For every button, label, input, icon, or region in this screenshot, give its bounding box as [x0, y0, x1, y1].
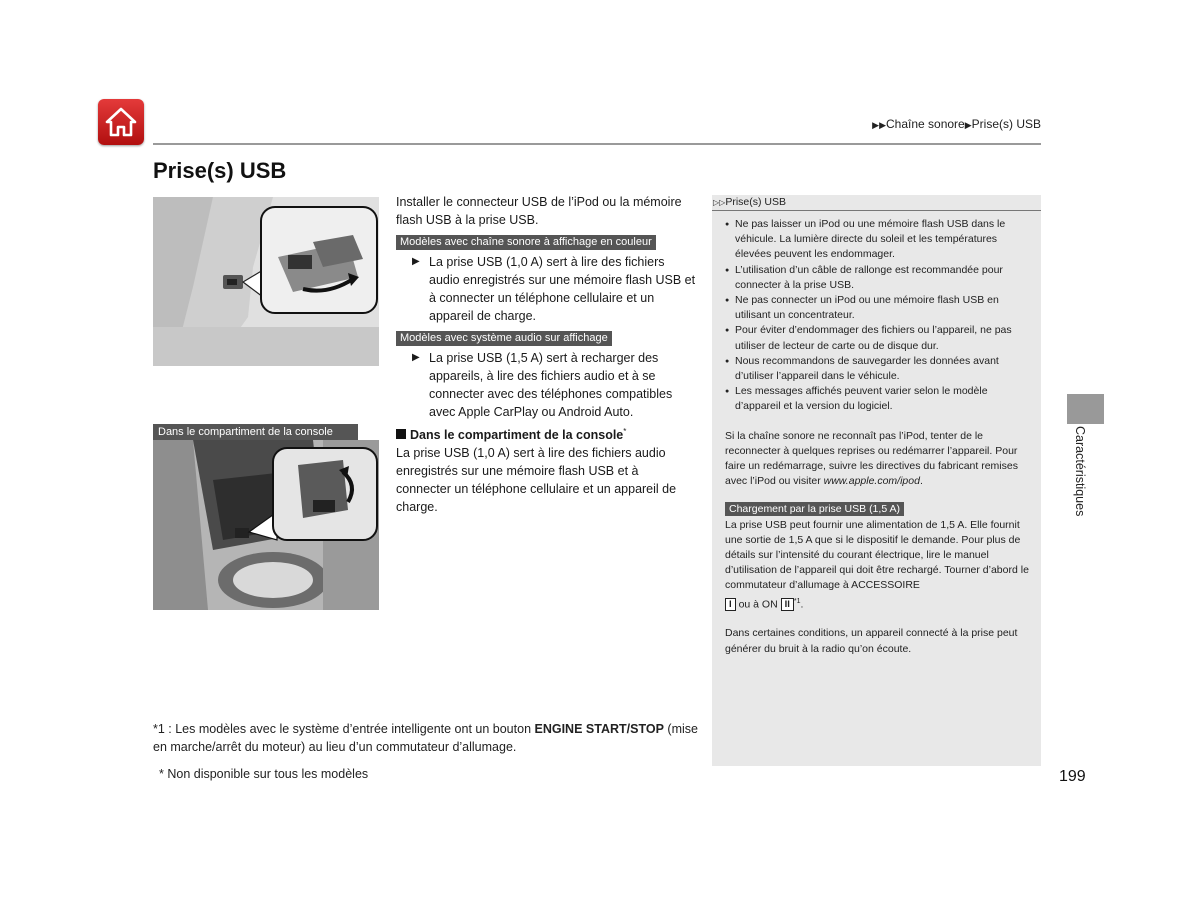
breadcrumb — [872, 117, 1041, 131]
on-key-icon: II — [781, 598, 794, 611]
figure-caption: Dans le compartiment de la console — [153, 424, 358, 440]
model-tag-color-audio: Modèles avec chaîne sonore à affichage en couleur — [396, 235, 656, 250]
notes-panel — [712, 195, 1041, 766]
cross-reference-icon: ▷▷ — [713, 198, 726, 207]
usb-1a-description — [396, 253, 696, 325]
sentence-end: . — [800, 598, 804, 611]
square-bullet-icon — [396, 429, 406, 439]
breadcrumb-link-audio[interactable]: Chaîne sonore — [886, 117, 965, 131]
noise-note: Dans certaines conditions, un appareil connecté à la prise peut générer du bruit à la radio qu’on écoute. — [725, 627, 1018, 655]
breadcrumb-current: Prise(s) USB — [971, 117, 1041, 131]
note-item: ● L’utilisation d’un câble de rallonge est recommandée pour connecter à la prise USB. — [725, 263, 1030, 293]
page-title: Prise(s) USB — [153, 158, 287, 183]
breadcrumb-arrow-icon: ▶▶ — [872, 120, 886, 130]
breadcrumb-arrow-icon: ▶ — [964, 120, 972, 130]
intro-text: Installer le connecteur USB de l’iPod ou la mémoire flash USB à la prise USB. — [396, 195, 682, 227]
footnote-ref: *1 — [793, 597, 801, 605]
section-tab[interactable] — [1067, 394, 1104, 424]
usb-15a-text: La prise USB (1,5 A) sert à recharger des appareils, à lire des fichiers audio et à se connecter avec des téléphones compatibles avec Apple CarPlay ou Android Auto. — [429, 351, 673, 419]
charging-tag: Chargement par la prise USB (1,5 A) — [725, 502, 904, 516]
note-item: ● Ne pas laisser un iPod ou une mémoire flash USB dans le véhicule. La lumière directe du soleil et les températures élevées peuvent les endommager. — [725, 217, 1030, 263]
availability-note: * Non disponible sur tous les modèles — [159, 767, 369, 781]
apple-link[interactable]: www.apple.com/ipod — [823, 475, 920, 488]
console-usb-photo — [153, 440, 379, 610]
page-number: 199 — [1059, 768, 1086, 785]
note-item: ● Pour éviter d’endommager des fichiers ou l’appareil, ne pas utiliser de lecteur de carte ou de disque dur. — [725, 323, 1030, 353]
section-label — [1068, 426, 1088, 536]
arrow-bullet-icon: ▶ — [412, 352, 420, 363]
home-button[interactable] — [98, 99, 144, 145]
charging-text: La prise USB peut fournir une alimentation de 1,5 A. Elle fournit une sortie de 1,5 A que si le dispositif le demande. Pour plus de détails sur l’intensité du courant électrique, lire le manuel d’utilisation de l’appareil qui doit être rechargé. Tourner d’abord le commutateur d’allumage à ACCESSOIRE — [725, 518, 1029, 592]
console-subheading-text: Dans le compartiment de la console — [410, 428, 624, 443]
section-label-text: Caractéristiques — [1073, 426, 1087, 517]
console-subheading — [396, 423, 696, 444]
main-column — [396, 193, 696, 516]
model-tag-display-audio: Modèles avec système audio sur affichage — [396, 331, 612, 346]
notes-list — [725, 217, 1030, 415]
usb-15a-description — [396, 349, 696, 421]
sentence-end: . — [919, 475, 923, 488]
home-icon — [103, 104, 139, 140]
footnote-suffix: (mise en marche/arrêt du moteur) au lieu d’un commutateur d’allumage. — [153, 722, 698, 754]
ipod-restart-text: Si la chaîne sonore ne reconnaît pas l’iPod, tenter de le reconnecter à quelques reprises ou redémarrer l’appareil. Pour faire un redémarrage, suivre les directives du fabricant remises avec l’iPod ou visiter — [725, 429, 1018, 488]
notes-body — [725, 217, 1030, 657]
footnote — [153, 720, 713, 756]
note-item: ● Nous recommandons de sauvegarder les données avant d’utiliser l’appareil dans le véhicule. — [725, 354, 1030, 384]
note-item: ● Les messages affichés peuvent varier selon le modèle d’appareil et la version du logiciel. — [725, 384, 1030, 414]
notes-header-text: Prise(s) USB — [725, 196, 786, 208]
console-text: La prise USB (1,0 A) sert à lire des fichiers audio enregistrés sur une mémoire flash USB et à connecter un téléphone cellulaire et un appareil de charge. — [396, 446, 677, 515]
footnote-bold: ENGINE START/STOP — [534, 722, 664, 736]
usb-1a-text: La prise USB (1,0 A) sert à lire des fichiers audio enregistrés sur une mémoire flash USB et à connecter un téléphone cellulaire et un appareil de charge. — [429, 255, 696, 323]
ipod-restart-note — [725, 429, 1030, 490]
arrow-bullet-icon: ▶ — [412, 256, 420, 267]
charging-note — [725, 518, 1030, 613]
key-between-text: ou à ON — [738, 598, 778, 611]
accessory-key-icon: I — [725, 598, 736, 611]
header-rule — [153, 143, 1041, 145]
notes-header — [712, 195, 1041, 211]
note-item: ● Ne pas connecter un iPod ou une mémoire flash USB en utilisant un concentrateur. — [725, 293, 1030, 323]
footnote-text: *1 : Les modèles avec le système d’entrée intelligente ont un bouton — [153, 722, 532, 736]
usb-port-photo — [153, 197, 379, 366]
footnote-mark: * — [623, 427, 627, 436]
